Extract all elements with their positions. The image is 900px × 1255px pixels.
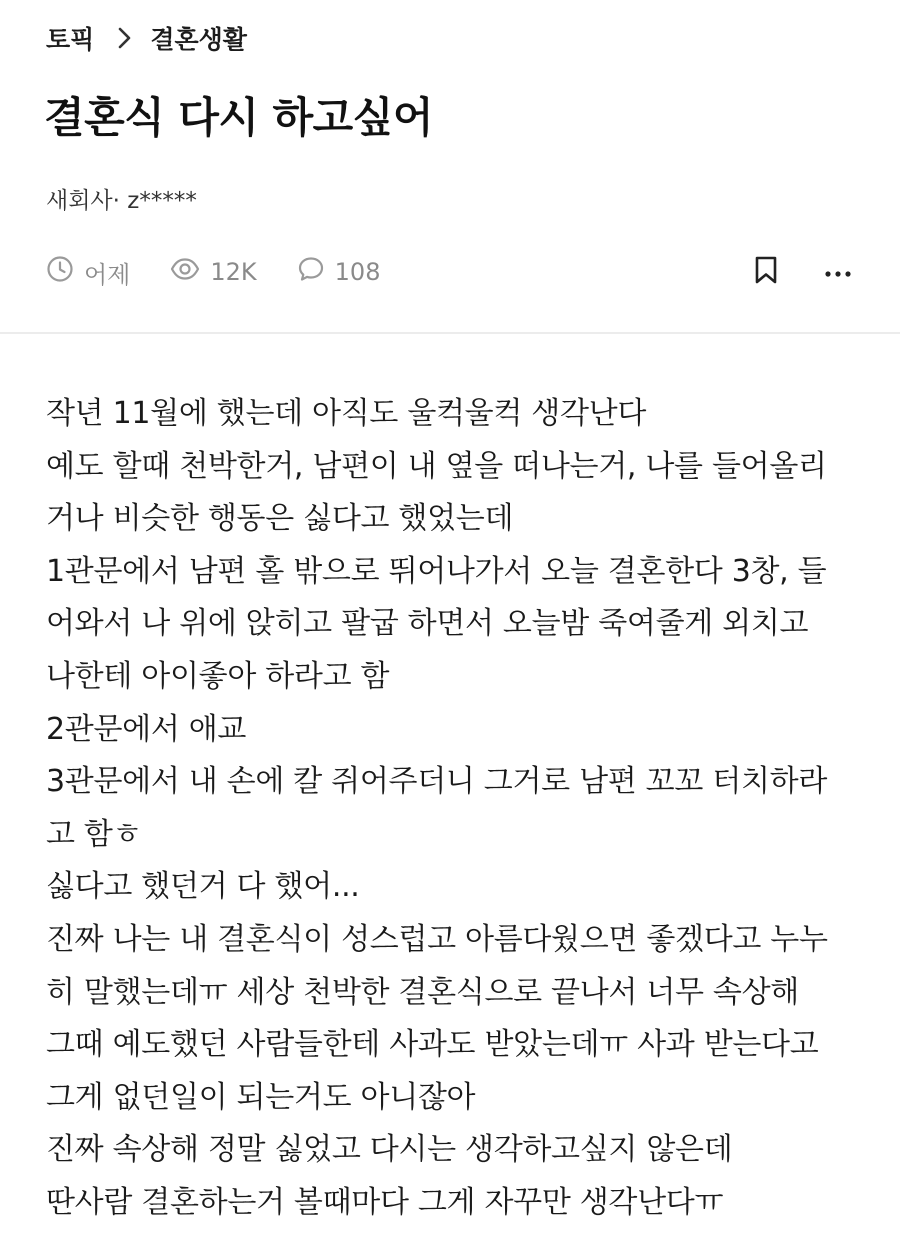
post-body bbox=[46, 388, 876, 1230]
breadcrumb bbox=[46, 20, 247, 56]
post-body-line: 그때 예도했던 사람들한테 사과도 받았는데ㅠ 사과 받는다고 bbox=[46, 1027, 819, 1063]
breadcrumb-topic-link[interactable]: 토픽 bbox=[46, 25, 95, 54]
post-body-line: 어와서 나 위에 앉히고 팔굽 하면서 오늘밤 죽여줄게 외치고 bbox=[46, 606, 809, 642]
post-body-line: 예도 할때 천박한거, 남편이 내 옆을 떠나는거, 나를 들어올리 bbox=[46, 448, 827, 484]
clock-icon bbox=[46, 255, 84, 289]
header-divider bbox=[0, 332, 900, 334]
bookmark-icon bbox=[753, 255, 779, 289]
post-time-text: 어제 bbox=[84, 260, 131, 289]
post-body-line: 나한테 아이좋아 하라고 함 bbox=[46, 658, 390, 694]
eye-icon bbox=[170, 255, 210, 289]
post-comments[interactable] bbox=[297, 255, 381, 289]
post-body-line: 2관문에서 애교 bbox=[46, 711, 247, 747]
breadcrumb-category-link[interactable]: 결혼생활 bbox=[150, 25, 247, 54]
post-actions bbox=[744, 250, 860, 294]
post-body-line: 작년 11월에 했는데 아직도 울컥울컥 생각난다 bbox=[46, 396, 646, 431]
post-body-line: 진짜 속상해 정말 싫었고 다시는 생각하고싶지 않은데 bbox=[46, 1132, 733, 1168]
post-body-line: 그게 없던일이 되는거도 아니잖아 bbox=[46, 1079, 476, 1115]
post-body-line: 히 말했는데ㅠ 세상 천박한 결혼식으로 끝나서 너무 속상해 bbox=[46, 974, 799, 1010]
post-body-line: 1관문에서 남편 홀 밖으로 뛰어나가서 오늘 결혼한다 3창, 들 bbox=[46, 553, 827, 589]
post-body-line: 딴사람 결혼하는거 볼때마다 그게 자꾸만 생각난다ㅠ bbox=[46, 1184, 724, 1220]
more-options-button[interactable] bbox=[816, 250, 860, 294]
post-body-line: 3관문에서 내 손에 칼 쥐어주더니 그거로 남편 꼬꼬 터치하라 bbox=[46, 764, 827, 800]
post-time bbox=[46, 255, 130, 290]
post-body-line: 진짜 나는 내 결혼식이 성스럽고 아름다웠으면 좋겠다고 누누 bbox=[46, 921, 828, 957]
post-views-count: 12K bbox=[210, 258, 257, 286]
post-views bbox=[170, 255, 256, 289]
bookmark-button[interactable] bbox=[744, 250, 788, 294]
post-author[interactable]: 새회사· z***** bbox=[46, 188, 197, 214]
comment-bubble-icon bbox=[297, 255, 335, 289]
post-comments-count: 108 bbox=[334, 258, 381, 286]
post-meta bbox=[46, 252, 420, 292]
post-body-line: 거나 비슷한 행동은 싫다고 했었는데 bbox=[46, 501, 514, 537]
post-title: 결혼식 다시 하고싶어 bbox=[44, 93, 433, 142]
chevron-right-icon bbox=[118, 27, 132, 49]
post-body-line: 고 함ㅎ bbox=[46, 816, 142, 852]
more-horizontal-icon bbox=[824, 263, 852, 282]
post-body-line: 싫다고 했던거 다 했어... bbox=[46, 869, 360, 905]
